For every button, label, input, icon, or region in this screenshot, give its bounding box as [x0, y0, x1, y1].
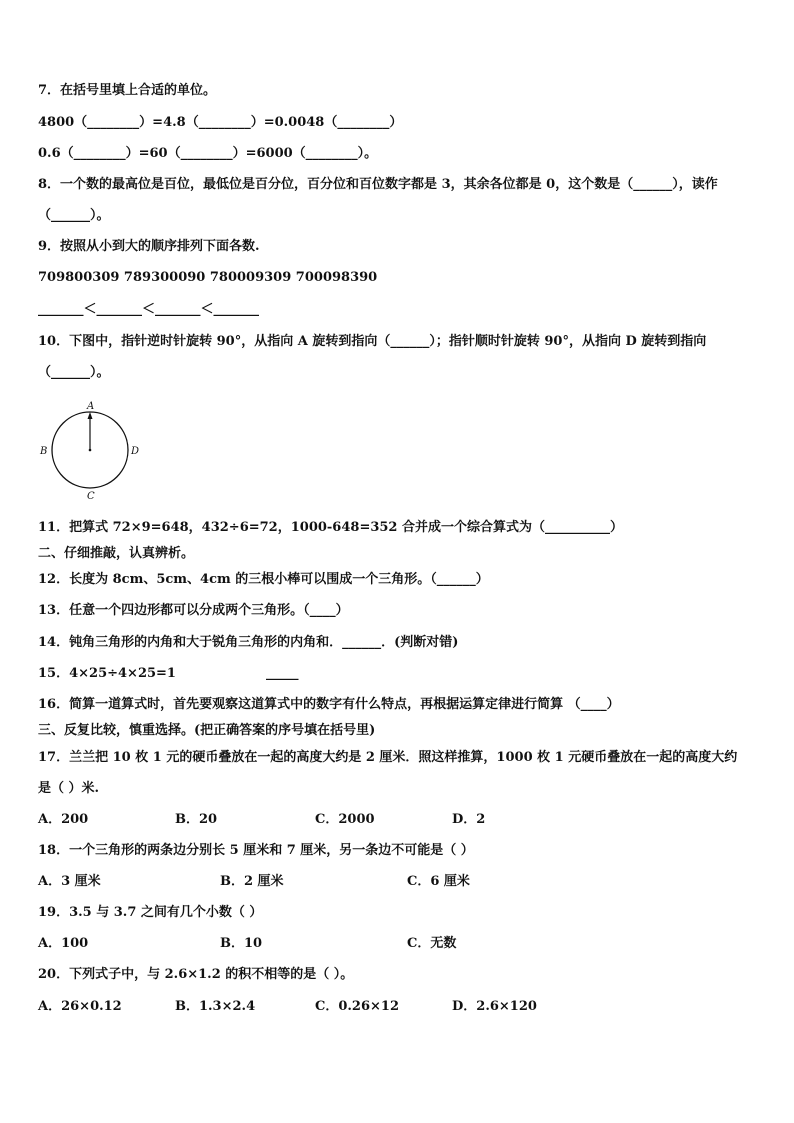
- q16: 16．简算一道算式时，首先要观察这道算式中的数字有什么特点，再根据运算定律进行简算 （____）: [38, 697, 620, 712]
- q19-option-b: B．10: [220, 936, 263, 951]
- q15-expr: 15．4×25÷4×25=1: [38, 666, 176, 681]
- q11: 11．把算式 72×9=648，432÷6=72，1000-648=352 合并成一个综合算式为（__________）: [38, 520, 624, 535]
- q15-blank: _____: [266, 666, 299, 681]
- q20-option-b: B．1.3×2.4: [175, 999, 256, 1014]
- q10-line1: 10．下图中，指针逆时针旋转 90°，从指向 A 旋转到指向（______）；指针顺时针旋转 90°，从指向 D 旋转到指向: [38, 334, 707, 349]
- q17-option-d: D．2: [452, 812, 486, 827]
- q19-option-a: A．100: [38, 936, 89, 951]
- label-a: A: [87, 401, 95, 412]
- q20-option-c: C．0.26×12: [315, 999, 399, 1014]
- q17-line2: 是（ ）米.: [38, 781, 100, 796]
- label-c: C: [87, 491, 95, 502]
- label-b: B: [40, 446, 48, 457]
- q20-stem: 20．下列式子中，与 2.6×1.2 的积不相等的是（ ）。: [38, 967, 354, 982]
- q18-option-b: B．2 厘米: [220, 874, 284, 889]
- q17-line1: 17．兰兰把 10 枚 1 元的硬币叠放在一起的高度大约是 2 厘米．照这样推算，1000 枚 1 元硬币叠放在一起的高度大约: [38, 750, 738, 765]
- q9-numbers: 709800309 789300090 780009309 700098390: [38, 270, 378, 285]
- q18-option-c: C．6 厘米: [407, 874, 470, 889]
- q10-line2: （______）。: [38, 365, 110, 380]
- q7-row2: 0.6（________）=60（________）=6000（________）。: [38, 146, 378, 161]
- q20-option-d: D．2.6×120: [452, 999, 537, 1014]
- q14: 14．钝角三角形的内角和大于锐角三角形的内角和．______．(判断对错): [38, 635, 459, 650]
- q9-blanks: _______＜_______＜_______＜_______: [38, 302, 260, 317]
- section-3-heading: 三、反复比较，慎重选择。(把正确答案的序号填在括号里): [38, 723, 376, 738]
- clock-diagram: [36, 398, 146, 502]
- q19-stem: 19．3.5 与 3.7 之间有几个小数（ ）: [38, 905, 263, 920]
- q7-title: 7．在括号里填上合适的单位。: [38, 83, 217, 98]
- q19-option-c: C．无数: [407, 936, 457, 951]
- q20-option-a: A．26×0.12: [38, 999, 122, 1014]
- q12: 12．长度为 8cm、5cm、4cm 的三根小棒可以围成一个三角形。（______）: [38, 572, 489, 587]
- q13: 13．任意一个四边形都可以分成两个三角形。（____）: [38, 603, 349, 618]
- q8-line2: （______）。: [38, 208, 110, 223]
- q7-row1: 4800（________）=4.8（________）=0.0048（________）: [38, 115, 403, 130]
- q8-line1: 8．一个数的最高位是百位，最低位是百分位，百分位和百位数字都是 3，其余各位都是 0，这个数是（______），读作: [38, 177, 718, 192]
- section-2-heading: 二、仔细推敲，认真辨析。: [38, 546, 195, 561]
- q17-option-a: A．200: [38, 812, 89, 827]
- center-dot: [89, 449, 92, 452]
- label-d: D: [131, 446, 140, 457]
- q18-stem: 18．一个三角形的两条边分别长 5 厘米和 7 厘米，另一条边不可能是（ ）: [38, 843, 474, 858]
- q17-option-b: B．20: [175, 812, 218, 827]
- q17-option-c: C．2000: [315, 812, 375, 827]
- q18-option-a: A．3 厘米: [38, 874, 101, 889]
- pointer-arrow-icon: [88, 412, 93, 419]
- q9-title: 9．按照从小到大的顺序排列下面各数.: [38, 239, 260, 254]
